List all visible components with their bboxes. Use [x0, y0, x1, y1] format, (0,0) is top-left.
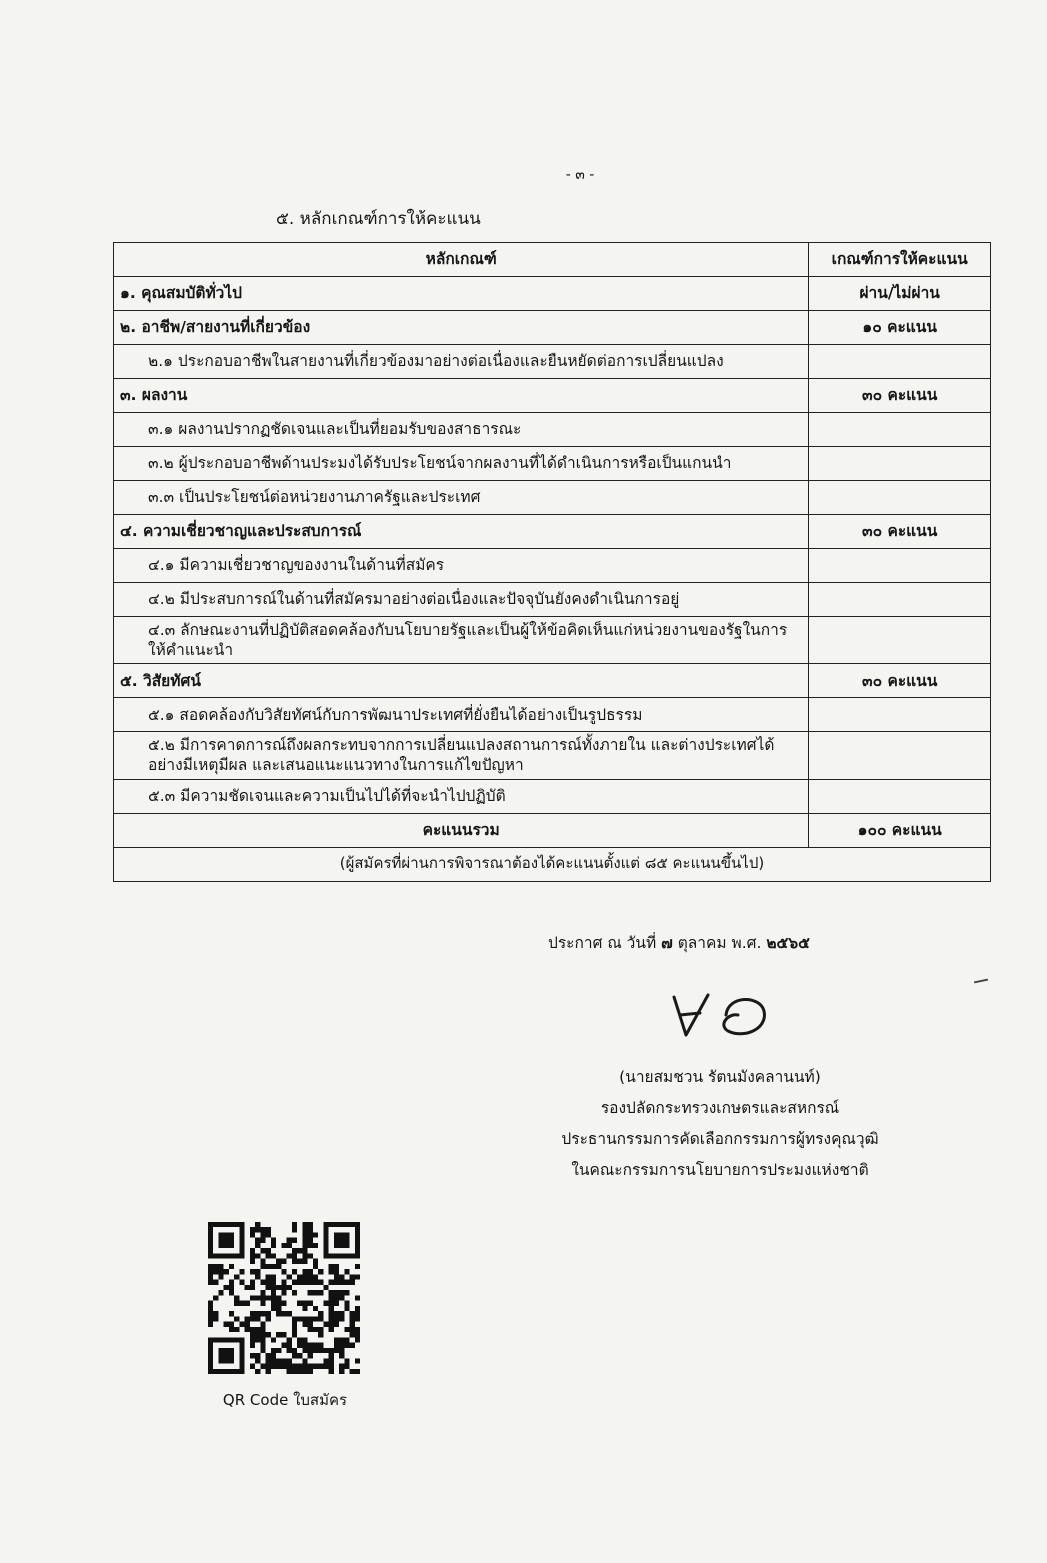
criteria-cell: ๕.๓ มีความชัดเจนและความเป็นไปได้ที่จะนำไปปฏิบัติ — [114, 779, 809, 813]
signer-block — [500, 1062, 940, 1186]
criteria-cell: ๓. ผลงาน — [114, 379, 809, 413]
total-label: คะแนนรวม — [114, 813, 809, 847]
table-row — [114, 732, 991, 779]
criteria-cell: ๔. ความเชี่ยวชาญและประสบการณ์ — [114, 515, 809, 549]
qr-caption: QR Code ใบสมัคร — [222, 1391, 348, 1409]
table-row — [114, 311, 991, 345]
criteria-cell: ๔.๑ มีความเชี่ยวชาญของงานในด้านที่สมัคร — [114, 549, 809, 583]
criteria-cell: ๑. คุณสมบัติทั่วไป — [114, 277, 809, 311]
handwritten-signature — [668, 985, 788, 1045]
criteria-cell: ๓.๓ เป็นประโยชน์ต่อหน่วยงานภาครัฐและประเทศ — [114, 481, 809, 515]
table-row — [114, 617, 991, 664]
qr-code[interactable] — [208, 1222, 360, 1374]
scoring-cell — [809, 345, 991, 379]
announcement-day: ๗ — [661, 934, 673, 952]
signer-position: รองปลัดกระทรวงเกษตรและสหกรณ์ — [600, 1099, 840, 1117]
scoring-cell: ผ่าน/ไม่ผ่าน — [809, 277, 991, 311]
note-row — [114, 847, 991, 881]
table-row — [114, 447, 991, 481]
signer-position: ประธานกรรมการคัดเลือกกรรมการผู้ทรงคุณวุฒิ — [561, 1130, 879, 1148]
signer-position: ในคณะกรรมการนโยบายการประมงแห่งชาติ — [571, 1161, 869, 1179]
scoring-cell: ๓๐ คะแนน — [809, 515, 991, 549]
table-row — [114, 698, 991, 732]
scoring-cell — [809, 732, 991, 779]
table-row — [114, 583, 991, 617]
announcement-prefix: ประกาศ ณ วันที่ — [548, 934, 657, 952]
stray-mark — [974, 979, 988, 984]
criteria-cell: ๒.๑ ประกอบอาชีพในสายงานที่เกี่ยวข้องมาอย่างต่อเนื่องและยืนหยัดต่อการเปลี่ยนแปลง — [114, 345, 809, 379]
header-scoring: เกณฑ์การให้คะแนน — [809, 243, 991, 277]
announcement-date — [548, 930, 810, 955]
table-row — [114, 379, 991, 413]
criteria-table — [113, 242, 991, 882]
signer-name: (นายสมชวน รัตนมังคลานนท์) — [619, 1068, 821, 1086]
criteria-cell: ๓.๑ ผลงานปรากฏชัดเจนและเป็นที่ยอมรับของสาธารณะ — [114, 413, 809, 447]
table-row — [114, 515, 991, 549]
scoring-cell: ๓๐ คะแนน — [809, 379, 991, 413]
criteria-cell: ๔.๓ ลักษณะงานที่ปฏิบัติสอดคล้องกับนโยบายรัฐและเป็นผู้ให้ข้อคิดเห็นแก่หน่วยงานของรัฐในการให้คำแนะนำ — [114, 617, 809, 664]
criteria-cell: ๓.๒ ผู้ประกอบอาชีพด้านประมงได้รับประโยชน์จากผลงานที่ได้ดำเนินการหรือเป็นแกนนำ — [114, 447, 809, 481]
announcement-month: ตุลาคม พ.ศ. — [677, 934, 762, 952]
table-header-row — [114, 243, 991, 277]
table-row — [114, 345, 991, 379]
table-row — [114, 664, 991, 698]
scoring-cell — [809, 617, 991, 664]
scoring-cell — [809, 481, 991, 515]
criteria-cell: ๒. อาชีพ/สายงานที่เกี่ยวข้อง — [114, 311, 809, 345]
table-row — [114, 779, 991, 813]
table-row — [114, 277, 991, 311]
scoring-cell — [809, 698, 991, 732]
total-row — [114, 813, 991, 847]
criteria-cell: ๕. วิสัยทัศน์ — [114, 664, 809, 698]
criteria-cell: ๔.๒ มีประสบการณ์ในด้านที่สมัครมาอย่างต่อเนื่องและปัจจุบันยังคงดำเนินการอยู่ — [114, 583, 809, 617]
scoring-cell — [809, 779, 991, 813]
page-number: - ๓ - — [565, 167, 595, 183]
criteria-cell: ๕.๒ มีการคาดการณ์ถึงผลกระทบจากการเปลี่ยนแปลงสถานการณ์ทั้งภายใน และต่างประเทศได้อย่างมีเหตุมีผล และเสนอแนะแนวทางในการแก้ไขปัญหา — [114, 732, 809, 779]
header-criteria: หลักเกณฑ์ — [114, 243, 809, 277]
passing-note: (ผู้สมัครที่ผ่านการพิจารณาต้องได้คะแนนตั้งแต่ ๘๕ คะแนนขึ้นไป) — [114, 847, 991, 881]
scoring-cell — [809, 413, 991, 447]
section-title: ๕. หลักเกณฑ์การให้คะแนน — [276, 209, 481, 229]
scoring-cell: ๓๐ คะแนน — [809, 664, 991, 698]
scoring-cell — [809, 447, 991, 481]
table-row — [114, 481, 991, 515]
scoring-cell: ๑๐ คะแนน — [809, 311, 991, 345]
table-row — [114, 413, 991, 447]
scoring-cell — [809, 583, 991, 617]
table-row — [114, 549, 991, 583]
announcement-year: ๒๕๖๕ — [766, 934, 810, 952]
criteria-cell: ๕.๑ สอดคล้องกับวิสัยทัศน์กับการพัฒนาประเทศที่ยั่งยืนได้อย่างเป็นรูปธรรม — [114, 698, 809, 732]
scoring-cell — [809, 549, 991, 583]
total-value: ๑๐๐ คะแนน — [809, 813, 991, 847]
